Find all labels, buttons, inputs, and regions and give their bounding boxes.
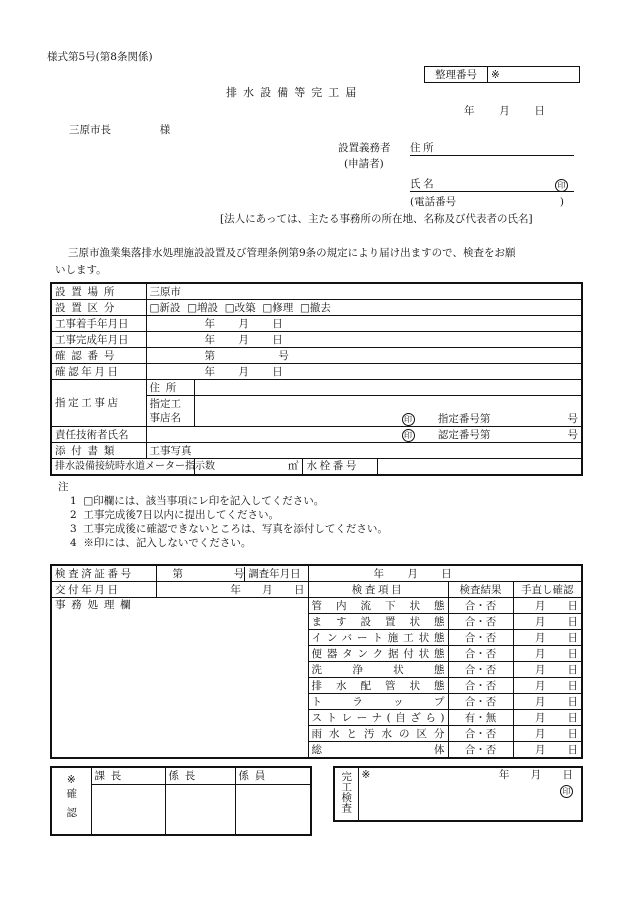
applicant-address-line[interactable] [410,142,574,156]
inspection-item-result[interactable]: 合・否 [448,662,513,678]
no-suffix: 号 [567,428,578,441]
table-row [51,348,582,364]
survey-date-label: 調査年月日 [244,567,307,581]
contractor-label: 指定工事店 [51,380,146,427]
hydrant-value[interactable] [378,459,582,474]
inspection-item-name: 管内流下状態 [308,598,448,614]
note-text: □印欄には、該当事項にレ印を記入してください。 [83,495,325,507]
table-row [51,364,582,380]
checkbox-repair[interactable]: □修理 [262,301,294,314]
month-label: 月 [535,711,546,724]
seal-icon: 印 [555,179,568,192]
approval-stamp-staff[interactable] [235,784,311,835]
year-label: 年 [373,567,384,580]
addressee [69,124,170,137]
confirm-no-value[interactable] [146,348,582,364]
location-label: 設置場所 [51,283,146,300]
hydrant-label: 水栓番号 [303,459,378,474]
inspection-item-result[interactable]: 合・否 [448,678,513,694]
month-label: 月 [238,365,249,378]
intro-text: 三原市漁業集落排水処理施設設置及び管理条例第9条の規定により届け出ますので、検査をお願 [68,247,516,259]
day-label: 日 [567,727,579,740]
month-label: 月 [262,583,273,596]
checkbox-new[interactable]: □新設 [149,301,181,314]
completion-content[interactable] [358,767,582,821]
applicant-role-sub: (申請者) [344,158,384,170]
checkbox-rebuild[interactable]: □改築 [224,301,256,314]
no-suffix: 号 [278,349,289,362]
submit-date [464,105,545,118]
month-label: 月 [535,647,546,660]
table-row [51,300,582,316]
month-label: 月 [535,599,546,612]
cert-no-cell [156,565,308,582]
inspection-item-result[interactable]: 合・否 [448,726,513,742]
no-prefix: 第 [204,349,215,362]
no-suffix: 号 [567,413,578,425]
engineer-no-label: 認定番号第 [437,428,491,441]
inspection-item-result[interactable]: 合・否 [448,742,513,759]
inspection-table [50,564,583,759]
contractor-name-label-line1: 指定工 [149,398,181,410]
year-label: 年 [230,583,241,596]
completion-label-cell [334,767,358,821]
inspection-item-name: トラップ [308,694,448,710]
contractor-address-value[interactable] [194,380,582,396]
intro-text-cont: いします。 [55,264,107,276]
note-number: 1 [70,495,77,507]
day-label: 日 [567,711,579,724]
year-label: 年 [204,365,215,378]
meter-row [194,459,582,476]
confirm-date-value[interactable] [146,364,582,380]
note-number: 3 [70,523,77,535]
month-label: 月 [238,317,249,330]
day-label: 日 [562,769,573,781]
no-suffix: 号 [233,567,245,580]
confirm-no-label: 確認番号 [51,348,146,364]
day-label: 日 [567,695,579,708]
office-use-label: 事務処理欄 [55,599,137,611]
addressee-name: 三原市長 [69,124,111,136]
notes-head: 注 [58,481,69,493]
inspection-row [51,598,582,614]
inspection-item-fix[interactable] [513,678,582,694]
seal-icon: 印 [560,785,573,798]
fix-header: 手直し確認 [513,582,582,598]
day-label: 日 [567,663,579,676]
meter-unit: ㎥ [288,460,299,472]
table-row [51,582,582,598]
note-item [70,495,324,508]
inspection-item-result[interactable]: 合・否 [448,630,513,646]
office-use-cell[interactable] [51,598,308,759]
form-title: 排水設備等完工届 [226,86,363,99]
month-label: 月 [530,769,542,781]
inspection-item-fix[interactable] [513,630,582,646]
inspection-item-name: 雨水と汚水の区分 [308,726,448,742]
approval-header-staff: 係員 [235,767,311,784]
inspection-item-result[interactable]: 合・否 [448,646,513,662]
table-row [51,565,582,582]
inspection-item-name: 洗浄状態 [308,662,448,678]
inspection-item-result[interactable]: 合・否 [448,614,513,630]
inspection-item-fix[interactable] [513,710,582,726]
meter-label: 排水設備接続時水道メーター指示数 [51,459,194,476]
table-row [51,332,582,348]
applicant-name-line[interactable] [410,178,574,192]
meter-value[interactable] [195,459,303,474]
submit-year-label: 年 [464,105,475,117]
approval-header-section-chief: 課長 [91,767,165,784]
form-code: 様式第5号(第8条関係) [47,51,153,63]
month-label: 月 [535,615,546,628]
approval-box [50,766,312,836]
complete-date-value[interactable] [146,332,582,348]
inspection-item-result[interactable]: 合・否 [448,694,513,710]
completion-label: 完工検査 [340,771,353,813]
phone-label: (電話番号 [410,196,457,208]
month-label: 月 [535,663,546,676]
ref-number-value: ※ [488,67,580,83]
mark-icon: ※ [66,773,76,786]
inspection-item-result[interactable]: 有・無 [448,710,513,726]
contractor-address-label: 住所 [146,380,194,396]
attachment-value: 工事写真 [146,443,582,459]
inspection-item-name: 便器タンク据付状態 [308,646,448,662]
inspection-item-name: ます設置状態 [308,614,448,630]
no-prefix: 第 [172,567,183,580]
inspection-item-fix[interactable] [513,662,582,678]
month-label: 月 [535,727,546,740]
approval-stamp-chief[interactable] [165,784,235,835]
ref-number-box [424,66,580,83]
attachment-label: 添付書類 [51,443,146,459]
table-row [51,380,582,396]
month-label: 月 [535,679,546,692]
inspection-item-fix[interactable] [513,646,582,662]
inspection-item-name: インバート施工状態 [308,630,448,646]
name-label: 氏名 [410,178,437,190]
table-row [51,459,582,476]
note-number: 2 [70,509,77,521]
location-value[interactable]: 三原市 [146,283,582,300]
inspection-item-fix[interactable] [513,742,582,759]
approval-header-chief: 係長 [165,767,235,784]
checkbox-add[interactable]: □増設 [187,301,219,314]
cert-no-label: 検査済証番号 [51,565,156,582]
table-row [334,767,582,821]
month-label: 月 [535,695,546,708]
note-text: 工事完成後に確認できないところは、写真を添付してください。 [83,523,388,535]
submit-month-label: 月 [499,105,510,117]
table-row [51,767,311,784]
result-header: 検査結果 [448,582,513,598]
inspection-item-fix[interactable] [513,694,582,710]
inspection-item-fix[interactable] [513,726,582,742]
engineer-value[interactable] [146,427,582,443]
table-row [51,316,582,332]
table-row [51,283,582,300]
inspection-item-fix[interactable] [513,598,582,614]
mark-icon: ※ [361,769,371,781]
category-label: 設置区分 [51,300,146,316]
contractor-name-label [146,396,194,427]
inspection-item-name: ストレーナ(自ざら) [308,710,448,726]
note-item [70,537,251,550]
approval-stamp-section-chief[interactable] [91,784,165,835]
year-label: 年 [498,769,510,781]
inspection-item-result[interactable]: 合・否 [448,598,513,614]
issue-date-label: 交付年月日 [51,582,156,598]
approval-side-label [51,767,91,835]
start-date-value[interactable] [146,316,582,332]
confirm-date-label: 確認年月日 [51,364,146,380]
phone-close: ) [559,196,564,208]
inspection-item-name: 総体 [308,742,448,759]
day-label: 日 [272,365,283,378]
inspection-item-fix[interactable] [513,614,582,630]
main-info-table [50,282,583,476]
approval-side-text: 確認 [65,787,78,826]
month-label: 月 [535,743,546,756]
complete-date-label: 工事完成年月日 [51,332,146,348]
year-label: 年 [204,317,215,330]
day-label: 日 [567,647,579,660]
day-label: 日 [567,615,579,628]
day-label: 日 [294,583,305,596]
addressee-honorific: 様 [159,124,171,136]
inspection-item-name: 排水配管状態 [308,678,448,694]
category-options [146,300,582,316]
contractor-name-value[interactable] [194,396,582,427]
day-label: 日 [567,599,579,612]
day-label: 日 [567,631,579,644]
seal-icon: 印 [402,429,415,442]
table-row [51,427,582,443]
day-label: 日 [272,333,283,346]
year-label: 年 [204,333,215,346]
applicant-phone [410,196,574,209]
note-text: ※印には、記入しないでください。 [83,537,252,549]
month-label: 月 [407,567,418,580]
engineer-label: 責任技術者氏名 [51,427,146,443]
day-label: 日 [567,743,579,756]
note-number: 4 [70,537,77,549]
day-label: 日 [272,317,283,330]
day-label: 日 [441,567,452,580]
ref-number-label: 整理番号 [425,67,488,83]
contractor-no-label: 指定番号第 [437,413,491,425]
item-header: 検査項目 [308,582,448,598]
start-date-label: 工事着手年月日 [51,316,146,332]
table-row [51,443,582,459]
month-label: 月 [238,333,249,346]
note-item [70,509,279,522]
submit-day-label: 日 [534,105,545,117]
survey-date-value[interactable] [308,565,582,582]
address-label: 住所 [410,142,437,154]
note-text: 工事完成後7日以内に提出してください。 [83,509,280,521]
cert-no-value[interactable] [157,567,245,581]
completion-inspection-box [333,766,583,822]
contractor-name-label-line2: 事店名 [149,412,181,424]
day-label: 日 [567,679,579,692]
month-label: 月 [535,631,546,644]
seal-icon: 印 [402,413,415,426]
applicant-role: 設置義務者 [338,142,391,154]
corporate-note: [法人にあっては、主たる事務所の所在地、名称及び代表者の氏名] [220,213,533,225]
issue-date-value[interactable] [156,582,308,598]
checkbox-remove[interactable]: □撤去 [299,301,331,314]
note-item [70,523,388,536]
